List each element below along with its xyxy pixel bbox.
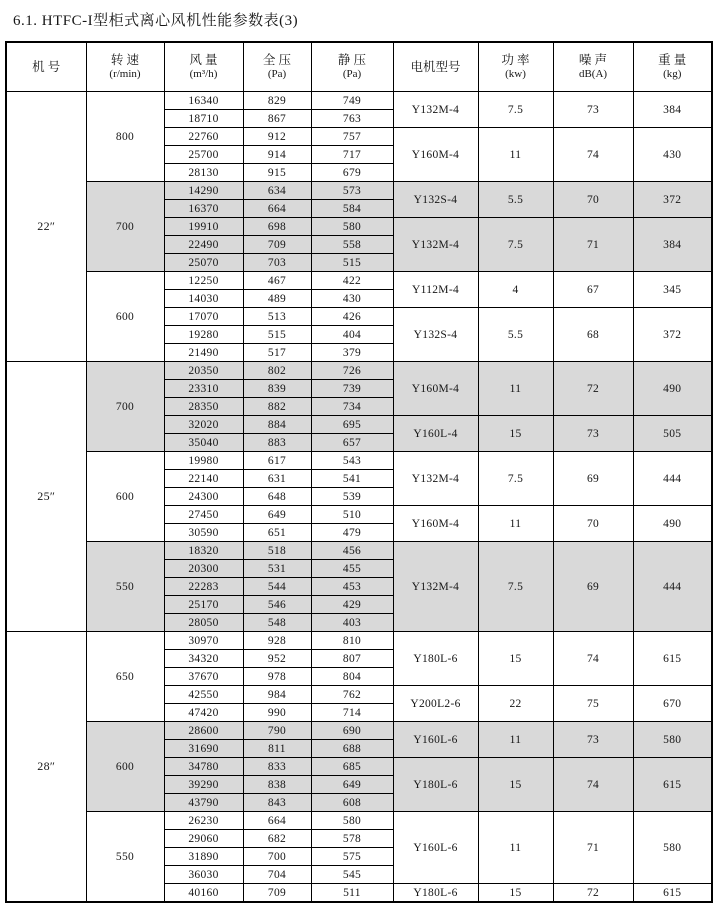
cell-power: 15 [478,758,553,812]
cell-total-pressure: 839 [243,380,311,398]
cell-total-pressure: 664 [243,812,311,830]
cell-speed: 600 [86,452,164,542]
cell-static-pressure: 453 [311,578,393,596]
cell-total-pressure: 548 [243,614,311,632]
cell-power: 7.5 [478,452,553,506]
cell-motor-model: Y112M-4 [393,272,478,308]
cell-flow: 12250 [164,272,243,290]
cell-noise: 68 [553,308,633,362]
cell-flow: 28600 [164,722,243,740]
cell-total-pressure: 700 [243,848,311,866]
cell-flow: 25070 [164,254,243,272]
cell-flow: 19980 [164,452,243,470]
cell-total-pressure: 631 [243,470,311,488]
cell-flow: 47420 [164,704,243,722]
cell-weight: 490 [633,506,712,542]
cell-flow: 22760 [164,128,243,146]
cell-total-pressure: 544 [243,578,311,596]
column-header-unit: (r/min) [109,68,141,80]
cell-flow: 21490 [164,344,243,362]
cell-motor-model: Y160M-4 [393,506,478,542]
cell-noise: 74 [553,632,633,686]
cell-noise: 74 [553,128,633,182]
cell-noise: 74 [553,758,633,812]
cell-flow: 40160 [164,884,243,903]
cell-static-pressure: 757 [311,128,393,146]
cell-static-pressure: 511 [311,884,393,903]
cell-machine-size: 28″ [6,632,86,903]
cell-total-pressure: 546 [243,596,311,614]
cell-weight: 670 [633,686,712,722]
table-row [6,362,712,380]
cell-flow: 30590 [164,524,243,542]
cell-power: 4 [478,272,553,308]
cell-speed: 550 [86,812,164,903]
cell-total-pressure: 883 [243,434,311,452]
cell-flow: 32020 [164,416,243,434]
cell-flow: 19910 [164,218,243,236]
cell-weight: 444 [633,452,712,506]
cell-static-pressure: 734 [311,398,393,416]
column-header-unit: (kw) [505,68,526,80]
cell-weight: 372 [633,308,712,362]
cell-weight: 384 [633,218,712,272]
cell-static-pressure: 426 [311,308,393,326]
cell-weight: 615 [633,632,712,686]
cell-flow: 20300 [164,560,243,578]
table-header [6,42,712,92]
cell-total-pressure: 617 [243,452,311,470]
cell-flow: 31890 [164,848,243,866]
cell-static-pressure: 541 [311,470,393,488]
cell-static-pressure: 657 [311,434,393,452]
cell-power: 5.5 [478,182,553,218]
cell-static-pressure: 510 [311,506,393,524]
page-title: 6.1. HTFC-I型柜式离心风机性能参数表(3) [13,13,299,29]
cell-total-pressure: 915 [243,164,311,182]
cell-power: 11 [478,812,553,884]
cell-total-pressure: 833 [243,758,311,776]
cell-flow: 34320 [164,650,243,668]
cell-total-pressure: 704 [243,866,311,884]
column-header-name: 机 号 [32,59,61,74]
cell-noise: 73 [553,416,633,452]
cell-static-pressure: 749 [311,92,393,110]
cell-static-pressure: 679 [311,164,393,182]
cell-flow: 19280 [164,326,243,344]
cell-flow: 20350 [164,362,243,380]
column-header-0 [6,42,86,92]
table-row [6,182,712,200]
cell-static-pressure: 649 [311,776,393,794]
cell-static-pressure: 695 [311,416,393,434]
cell-motor-model: Y180L-6 [393,884,478,903]
table-body [6,92,712,903]
table-row [6,542,712,560]
column-header-8 [633,42,712,92]
cell-total-pressure: 811 [243,740,311,758]
cell-weight: 615 [633,884,712,903]
cell-total-pressure: 651 [243,524,311,542]
column-header-unit: (m³/h) [189,68,218,80]
header-row [6,42,712,92]
cell-flow: 36030 [164,866,243,884]
cell-static-pressure: 539 [311,488,393,506]
cell-machine-size: 22″ [6,92,86,362]
cell-total-pressure: 634 [243,182,311,200]
cell-total-pressure: 648 [243,488,311,506]
cell-flow: 22140 [164,470,243,488]
cell-power: 22 [478,686,553,722]
cell-static-pressure: 739 [311,380,393,398]
cell-weight: 384 [633,92,712,128]
cell-flow: 35040 [164,434,243,452]
cell-noise: 73 [553,92,633,128]
cell-total-pressure: 843 [243,794,311,812]
cell-static-pressure: 422 [311,272,393,290]
cell-power: 7.5 [478,542,553,632]
column-header-4 [311,42,393,92]
cell-static-pressure: 479 [311,524,393,542]
column-header-3 [243,42,311,92]
column-header-name: 功 率 [501,53,530,67]
cell-static-pressure: 379 [311,344,393,362]
column-header-name: 静 压 [337,53,367,67]
cell-motor-model: Y200L2-6 [393,686,478,722]
cell-static-pressure: 580 [311,812,393,830]
cell-static-pressure: 575 [311,848,393,866]
cell-static-pressure: 685 [311,758,393,776]
cell-static-pressure: 545 [311,866,393,884]
cell-total-pressure: 517 [243,344,311,362]
cell-total-pressure: 489 [243,290,311,308]
cell-flow: 25700 [164,146,243,164]
cell-power: 7.5 [478,218,553,272]
cell-power: 11 [478,506,553,542]
cell-flow: 22283 [164,578,243,596]
column-header-name: 电机型号 [410,59,461,74]
cell-power: 15 [478,884,553,903]
cell-flow: 28130 [164,164,243,182]
cell-flow: 29060 [164,830,243,848]
cell-static-pressure: 810 [311,632,393,650]
column-header-name: 噪 声 [578,53,608,67]
cell-static-pressure: 456 [311,542,393,560]
column-header-name: 风 量 [189,53,218,67]
cell-motor-model: Y180L-6 [393,632,478,686]
cell-total-pressure: 838 [243,776,311,794]
cell-total-pressure: 698 [243,218,311,236]
cell-static-pressure: 763 [311,110,393,128]
cell-noise: 71 [553,812,633,884]
table-row [6,452,712,470]
cell-flow: 42550 [164,686,243,704]
cell-noise: 71 [553,218,633,272]
cell-noise: 72 [553,362,633,416]
cell-flow: 34780 [164,758,243,776]
cell-total-pressure: 790 [243,722,311,740]
column-header-unit: (Pa) [267,68,287,80]
cell-weight: 580 [633,722,712,758]
cell-speed: 600 [86,272,164,362]
cell-motor-model: Y180L-6 [393,758,478,812]
cell-weight: 615 [633,758,712,812]
column-header-name: 转 速 [110,53,140,67]
cell-noise: 72 [553,884,633,903]
column-header-7 [553,42,633,92]
cell-total-pressure: 912 [243,128,311,146]
column-header-name: 全 压 [262,53,292,67]
cell-motor-model: Y132M-4 [393,542,478,632]
cell-static-pressure: 404 [311,326,393,344]
cell-flow: 24300 [164,488,243,506]
cell-flow: 26230 [164,812,243,830]
cell-static-pressure: 690 [311,722,393,740]
cell-flow: 22490 [164,236,243,254]
cell-flow: 16340 [164,92,243,110]
cell-total-pressure: 978 [243,668,311,686]
cell-total-pressure: 928 [243,632,311,650]
cell-total-pressure: 664 [243,200,311,218]
cell-motor-model: Y160M-4 [393,362,478,416]
cell-power: 11 [478,362,553,416]
cell-flow: 16370 [164,200,243,218]
cell-static-pressure: 558 [311,236,393,254]
cell-noise: 73 [553,722,633,758]
cell-weight: 490 [633,362,712,416]
cell-static-pressure: 403 [311,614,393,632]
cell-flow: 18320 [164,542,243,560]
cell-total-pressure: 802 [243,362,311,380]
cell-total-pressure: 682 [243,830,311,848]
cell-static-pressure: 515 [311,254,393,272]
column-header-5 [393,42,478,92]
cell-total-pressure: 914 [243,146,311,164]
cell-speed: 600 [86,722,164,812]
column-header-unit: (kg) [663,68,682,80]
cell-flow: 17070 [164,308,243,326]
cell-flow: 43790 [164,794,243,812]
cell-speed: 550 [86,542,164,632]
cell-motor-model: Y132M-4 [393,92,478,128]
cell-total-pressure: 531 [243,560,311,578]
cell-static-pressure: 688 [311,740,393,758]
cell-flow: 18710 [164,110,243,128]
column-header-unit: (Pa) [342,68,362,80]
cell-flow: 14030 [164,290,243,308]
cell-total-pressure: 513 [243,308,311,326]
cell-speed: 650 [86,632,164,722]
cell-noise: 75 [553,686,633,722]
cell-flow: 27450 [164,506,243,524]
cell-total-pressure: 829 [243,92,311,110]
cell-speed: 700 [86,182,164,272]
cell-motor-model: Y160L-4 [393,416,478,452]
cell-flow: 37670 [164,668,243,686]
table-row [6,722,712,740]
cell-static-pressure: 714 [311,704,393,722]
cell-total-pressure: 882 [243,398,311,416]
table-row [6,272,712,290]
cell-weight: 505 [633,416,712,452]
cell-flow: 28050 [164,614,243,632]
cell-total-pressure: 990 [243,704,311,722]
column-header-name: 重 量 [658,53,687,67]
cell-total-pressure: 703 [243,254,311,272]
cell-weight: 345 [633,272,712,308]
cell-power: 11 [478,722,553,758]
cell-static-pressure: 584 [311,200,393,218]
cell-static-pressure: 608 [311,794,393,812]
cell-static-pressure: 717 [311,146,393,164]
cell-motor-model: Y132M-4 [393,452,478,506]
parameters-table [5,41,713,903]
cell-motor-model: Y160L-6 [393,722,478,758]
cell-flow: 25170 [164,596,243,614]
cell-static-pressure: 578 [311,830,393,848]
cell-total-pressure: 984 [243,686,311,704]
cell-total-pressure: 884 [243,416,311,434]
table-row [6,92,712,110]
cell-weight: 444 [633,542,712,632]
cell-noise: 70 [553,506,633,542]
cell-weight: 580 [633,812,712,884]
cell-flow: 31690 [164,740,243,758]
cell-static-pressure: 804 [311,668,393,686]
cell-noise: 69 [553,542,633,632]
cell-weight: 430 [633,128,712,182]
cell-total-pressure: 518 [243,542,311,560]
cell-motor-model: Y132S-4 [393,308,478,362]
cell-flow: 14290 [164,182,243,200]
cell-speed: 800 [86,92,164,182]
column-header-unit: dB(A) [578,68,608,80]
cell-static-pressure: 580 [311,218,393,236]
cell-noise: 67 [553,272,633,308]
cell-total-pressure: 867 [243,110,311,128]
cell-flow: 30970 [164,632,243,650]
cell-motor-model: Y160L-6 [393,812,478,884]
cell-total-pressure: 709 [243,236,311,254]
column-header-1 [86,42,164,92]
cell-machine-size: 25″ [6,362,86,632]
cell-motor-model: Y132S-4 [393,182,478,218]
cell-power: 7.5 [478,92,553,128]
cell-noise: 70 [553,182,633,218]
cell-static-pressure: 573 [311,182,393,200]
cell-static-pressure: 455 [311,560,393,578]
cell-speed: 700 [86,362,164,452]
cell-motor-model: Y132M-4 [393,218,478,272]
cell-weight: 372 [633,182,712,218]
cell-static-pressure: 430 [311,290,393,308]
cell-flow: 23310 [164,380,243,398]
cell-total-pressure: 649 [243,506,311,524]
cell-static-pressure: 543 [311,452,393,470]
cell-static-pressure: 762 [311,686,393,704]
cell-power: 5.5 [478,308,553,362]
cell-static-pressure: 807 [311,650,393,668]
cell-power: 15 [478,416,553,452]
cell-noise: 69 [553,452,633,506]
column-header-6 [478,42,553,92]
cell-flow: 28350 [164,398,243,416]
cell-total-pressure: 467 [243,272,311,290]
cell-static-pressure: 429 [311,596,393,614]
table-row [6,812,712,830]
table-row [6,632,712,650]
cell-flow: 39290 [164,776,243,794]
cell-static-pressure: 726 [311,362,393,380]
column-header-2 [164,42,243,92]
cell-total-pressure: 709 [243,884,311,903]
cell-total-pressure: 952 [243,650,311,668]
cell-power: 11 [478,128,553,182]
cell-power: 15 [478,632,553,686]
cell-total-pressure: 515 [243,326,311,344]
cell-motor-model: Y160M-4 [393,128,478,182]
